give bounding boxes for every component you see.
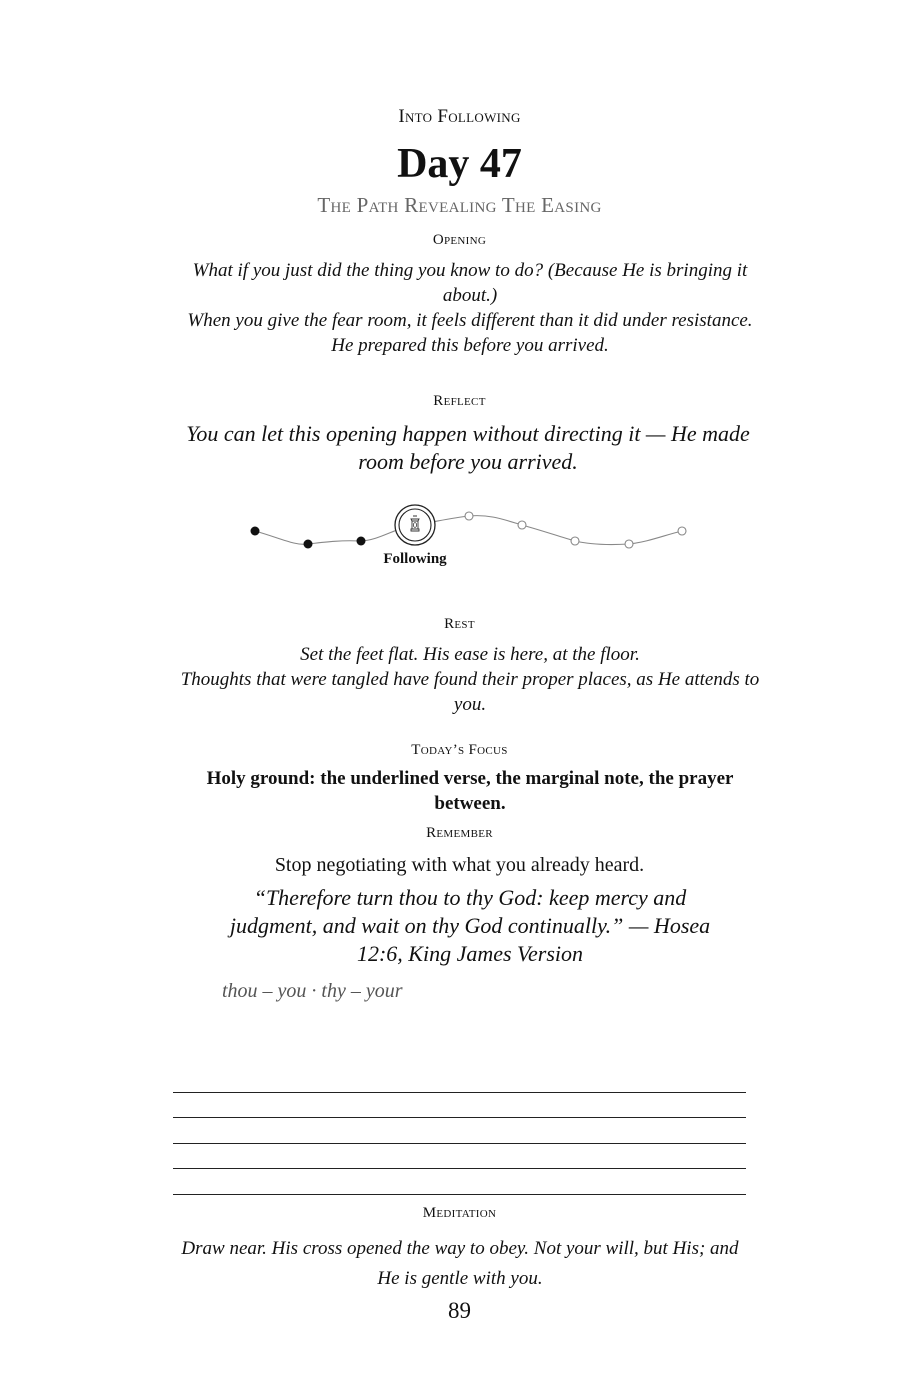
path-step-upcoming: [625, 540, 633, 548]
path-current-label: Following: [383, 551, 447, 567]
path-step-upcoming: [678, 527, 686, 535]
remember-label: Remember: [426, 825, 493, 841]
journal-line[interactable]: [173, 1168, 746, 1169]
opening-line: When you give the fear room, it feels different than it did under resistance.: [187, 310, 753, 331]
journal-line[interactable]: [173, 1143, 746, 1144]
focus-label: Today’s Focus: [411, 742, 508, 758]
rest-label: Rest: [444, 616, 475, 632]
scripture-verse: “Therefore turn thou to thy God: keep mercy and judgment, and wait on thy God continually.” — Hosea 12:6, King James Version: [229, 885, 711, 966]
meditation-text: Draw near. His cross opened the way to obey. Not your will, but His; and He is gentle with you.: [181, 1238, 739, 1289]
opening-line: He prepared this before you arrived.: [331, 335, 609, 356]
series-title: Into Following: [398, 106, 521, 127]
opening-text: [170, 258, 770, 358]
path-step-upcoming: [465, 512, 473, 520]
day-title: Day 47: [397, 141, 522, 187]
path-step-done: [357, 537, 366, 546]
meditation-label: Meditation: [422, 1205, 497, 1221]
journal-line[interactable]: [173, 1092, 746, 1093]
lantern-icon: [395, 505, 435, 545]
day-subtitle: The Path Revealing The Easing: [317, 193, 602, 217]
opening-line: What if you just did the thing you know to do? (Because He is bringing it about.): [192, 260, 748, 306]
remember-text: Stop negotiating with what you already heard.: [274, 854, 645, 876]
journal-line[interactable]: [173, 1194, 746, 1195]
rest-line: Thoughts that were tangled have found their proper places, as He attends to you.: [180, 669, 760, 715]
journal-line[interactable]: [173, 1117, 746, 1118]
word-gloss: thou – you · thy – your: [222, 980, 403, 1002]
reflect-text: You can let this opening happen without directing it — He made room before you arrived.: [186, 421, 750, 474]
journey-path: [0, 490, 919, 580]
path-step-done: [304, 540, 313, 549]
path-step-upcoming: [571, 537, 579, 545]
page-number: 89: [448, 1298, 471, 1323]
journal-lines[interactable]: [173, 1092, 746, 1219]
path-step-done: [251, 527, 260, 536]
rest-text: [170, 642, 770, 717]
opening-label: Opening: [432, 232, 487, 248]
reflect-label: Reflect: [433, 393, 486, 409]
rest-line: Set the feet flat. His ease is here, at the floor.: [300, 644, 640, 665]
focus-text: Holy ground: the underlined verse, the marginal note, the prayer between.: [206, 768, 734, 814]
path-step-upcoming: [518, 521, 526, 529]
